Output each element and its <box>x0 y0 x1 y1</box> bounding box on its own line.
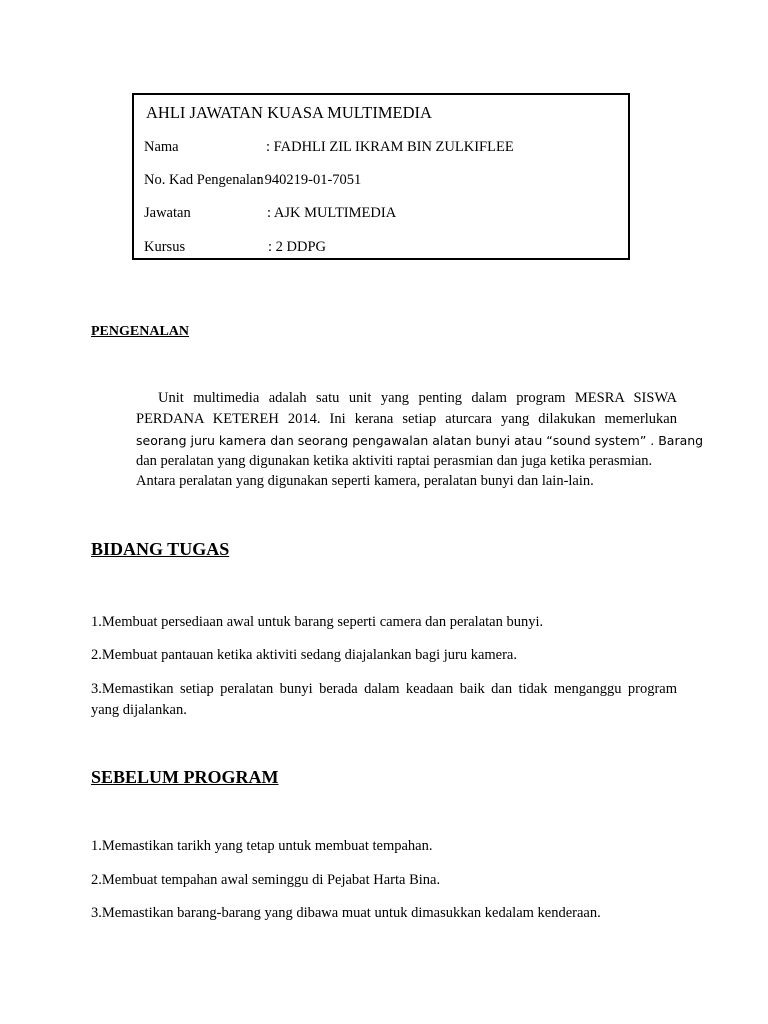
field-value-ic: : 940219-01-7051 <box>257 172 362 188</box>
field-label-ic: No. Kad Pengenalan <box>144 172 264 188</box>
info-box-title: AHLI JAWATAN KUASA MULTIMEDIA <box>146 103 432 122</box>
list-item: 1.Membuat persediaan awal untuk barang seperti camera dan peralatan bunyi. <box>91 614 544 630</box>
field-value-jawatan: : AJK MULTIMEDIA <box>267 205 397 221</box>
heading-bidang-tugas: BIDANG TUGAS <box>91 539 230 559</box>
list-item: 2.Membuat pantauan ketika aktiviti sedang diajalankan bagi juru kamera. <box>91 647 517 663</box>
info-box <box>132 93 630 260</box>
paragraph-line: Antara peralatan yang digunakan seperti kamera, peralatan bunyi dan lain-lain. <box>136 473 594 489</box>
field-label-nama: Nama <box>144 139 179 155</box>
list-item: 3.Memastikan barang-barang yang dibawa muat untuk dimasukkan kedalam kenderaan. <box>91 905 601 921</box>
field-value-nama: : FADHLI ZIL IKRAM BIN ZULKIFLEE <box>266 139 514 155</box>
field-value-kursus: : 2 DDPG <box>268 239 327 255</box>
field-label-jawatan: Jawatan <box>144 205 191 221</box>
heading-pengenalan: PENGENALAN <box>91 324 190 339</box>
list-item: 2.Membuat tempahan awal seminggu di Pejabat Harta Bina. <box>91 872 441 888</box>
paragraph-line: dan peralatan yang digunakan ketika aktiviti raptai perasmian dan juga ketika perasmian. <box>136 453 653 469</box>
field-label-kursus: Kursus <box>144 239 186 255</box>
paragraph-line: Unit multimedia adalah satu unit yang penting dalam program MESRA SISWA <box>158 390 677 406</box>
heading-sebelum-program: SEBELUM PROGRAM <box>91 767 279 787</box>
list-item: 1.Memastikan tarikh yang tetap untuk membuat tempahan. <box>91 838 433 854</box>
list-item-continuation: yang dijalankan. <box>91 702 187 718</box>
paragraph-line: seorang juru kamera dan seorang pengawalan alatan bunyi atau “sound system” . Barang <box>136 433 704 448</box>
list-item: 3.Memastikan setiap peralatan bunyi berada dalam keadaan baik dan tidak menganggu program <box>91 681 677 697</box>
paragraph-line: PERDANA KETEREH 2014. Ini kerana setiap aturcara yang dilakukan memerlukan <box>136 411 677 427</box>
